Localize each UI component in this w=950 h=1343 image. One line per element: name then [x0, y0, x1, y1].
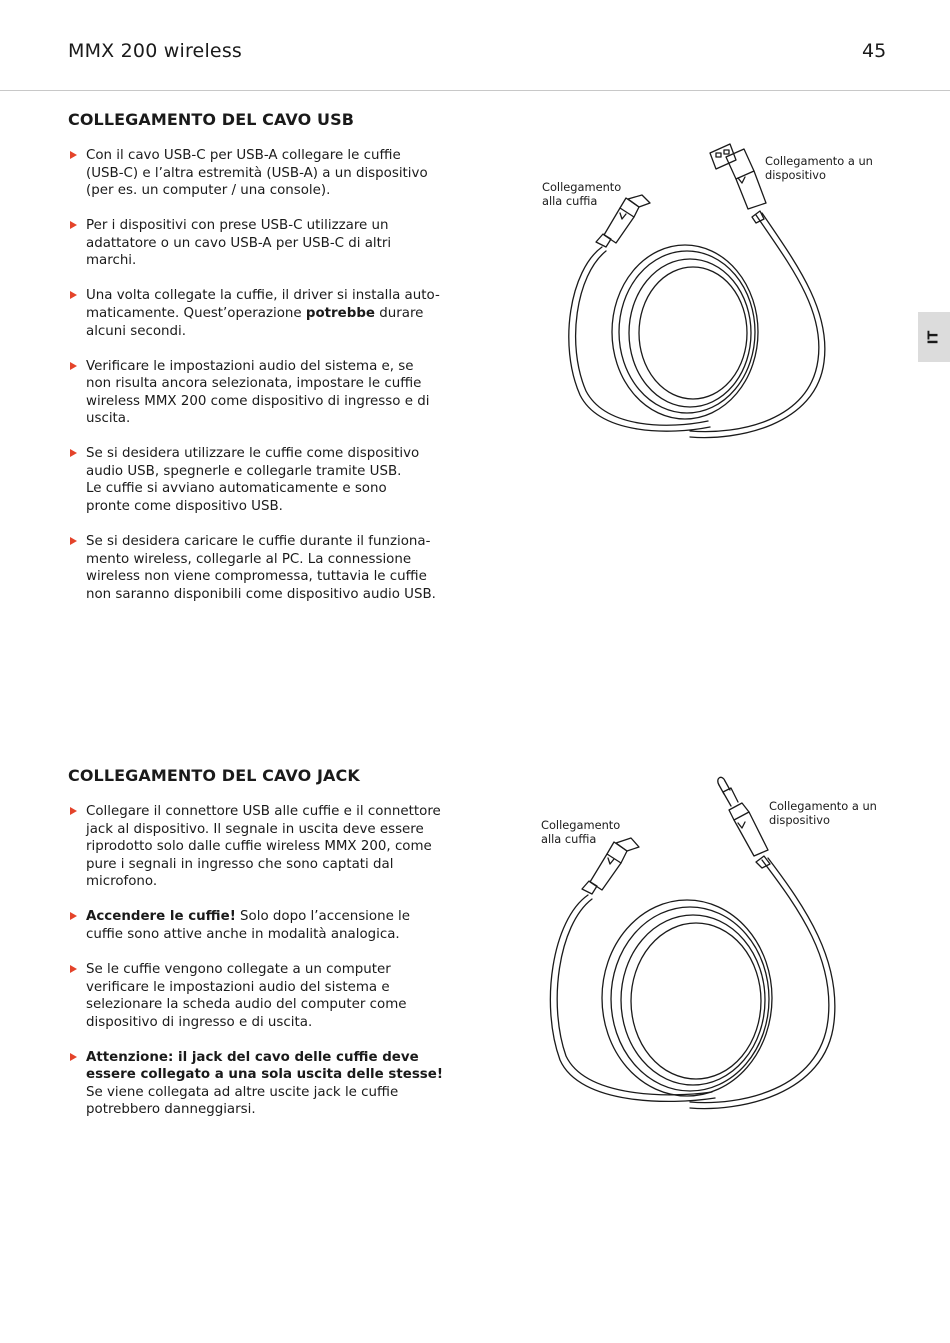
list-item-text: Collegare il connettore USB alle cuffie e il connettore jack al dispositivo. Il segnale in uscita deve essere riprodotto solo dalle cuffie wireless MMX 200, come pure i segnali in ingresso che sono captati dal microfono. — [86, 804, 441, 890]
bullet-arrow-icon — [70, 965, 77, 973]
list-item-emphasis: Accendere le cuffie! — [86, 909, 236, 925]
list-item-text — [86, 288, 440, 338]
bullet-arrow-icon — [70, 151, 77, 159]
list-item — [68, 961, 458, 1031]
bullet-arrow-icon — [70, 362, 77, 370]
bullet-arrow-icon — [70, 1053, 77, 1061]
list-item — [68, 358, 458, 428]
list-item — [68, 445, 458, 515]
list-item-text — [86, 1050, 443, 1118]
language-tab — [918, 312, 950, 362]
bullet-arrow-icon — [70, 912, 77, 920]
list-item-text: Se le cuffie vengono collegate a un computer verificare le impostazioni audio del sistema e selezionare la scheda audio del computer come dispositivo di ingresso e di uscita. — [86, 961, 407, 1030]
bullet-arrow-icon — [70, 449, 77, 457]
document-title: MMX 200 wireless — [68, 40, 243, 62]
list-item — [68, 287, 458, 340]
list-item-text: Se si desidera caricare le cuffie durante il funziona- mento wireless, collegarle al PC. La connessione wireless non viene compromessa, tuttavia le cuffie non saranno disponibili come dispositivo audio USB. — [86, 534, 436, 602]
usb-figure-label-headphone: Collegamento alla cuffia — [542, 180, 622, 208]
list-item-emphasis: Attenzione: il jack del cavo delle cuffie deve essere collegato a una sola uscita delle stesse! — [86, 1049, 443, 1083]
list-item-emphasis: potrebbe — [305, 305, 375, 321]
usb-section-heading: COLLEGAMENTO DEL CAVO USB — [68, 110, 355, 129]
list-item — [68, 533, 458, 603]
jack-section-heading: COLLEGAMENTO DEL CAVO JACK — [68, 766, 360, 785]
page-number: 45 — [862, 40, 887, 62]
list-item-text: Se si desidera utilizzare le cuffie come dispositivo audio USB, spegnerle e collegarle tramite USB. Le cuffie si avviano automaticamente e sono pronte come dispositivo USB. — [86, 446, 420, 515]
list-item-text: Verificare le impostazioni audio del sistema e, se non risulta ancora selezionata, impostare le cuffie wireless MMX 200 come dispositivo di ingresso e di uscita. — [86, 358, 430, 427]
list-item-text — [86, 909, 410, 942]
bullet-arrow-icon — [70, 807, 77, 815]
bullet-arrow-icon — [70, 221, 77, 229]
list-item-text-part: Una volta collegate la cuffie, il driver si installa auto- maticamente. Quest’operazione — [86, 288, 440, 321]
list-item — [68, 217, 458, 270]
bullet-arrow-icon — [70, 537, 77, 545]
usb-figure-label-device: Collegamento a un dispositivo — [765, 154, 873, 182]
list-item — [68, 908, 458, 943]
list-item-text-part: Se viene collegata ad altre uscite jack le cuffie potrebbero danneggiarsi. — [86, 1084, 399, 1118]
list-item-text-part: Solo dopo l’accensione le cuffie sono attive anche in modalità analogica. — [86, 909, 411, 942]
jack-figure-label-headphone: Collegamento alla cuffia — [541, 818, 621, 846]
list-item-text-part: durare alcuni secondi. — [86, 305, 424, 339]
list-item-text: Con il cavo USB-C per USB-A collegare le cuffie (USB-C) e l’altra estremità (USB-A) a un dispositivo (per es. un computer / una console). — [86, 148, 428, 199]
header-divider — [0, 90, 950, 91]
bullet-arrow-icon — [70, 291, 77, 299]
jack-figure-label-device: Collegamento a un dispositivo — [769, 799, 877, 827]
list-item — [68, 803, 458, 891]
list-item — [68, 1049, 458, 1119]
jack-cable-illustration — [530, 770, 840, 1110]
usb-instructions-list — [68, 147, 458, 621]
list-item-text: Per i dispositivi con prese USB-C utilizzare un adattatore o un cavo USB-A per USB-C di altri marchi. — [86, 218, 392, 269]
usb-cable-illustration — [540, 135, 840, 440]
list-item — [68, 147, 458, 200]
language-tab-label: IT — [926, 330, 942, 344]
jack-instructions-list — [68, 803, 458, 1136]
